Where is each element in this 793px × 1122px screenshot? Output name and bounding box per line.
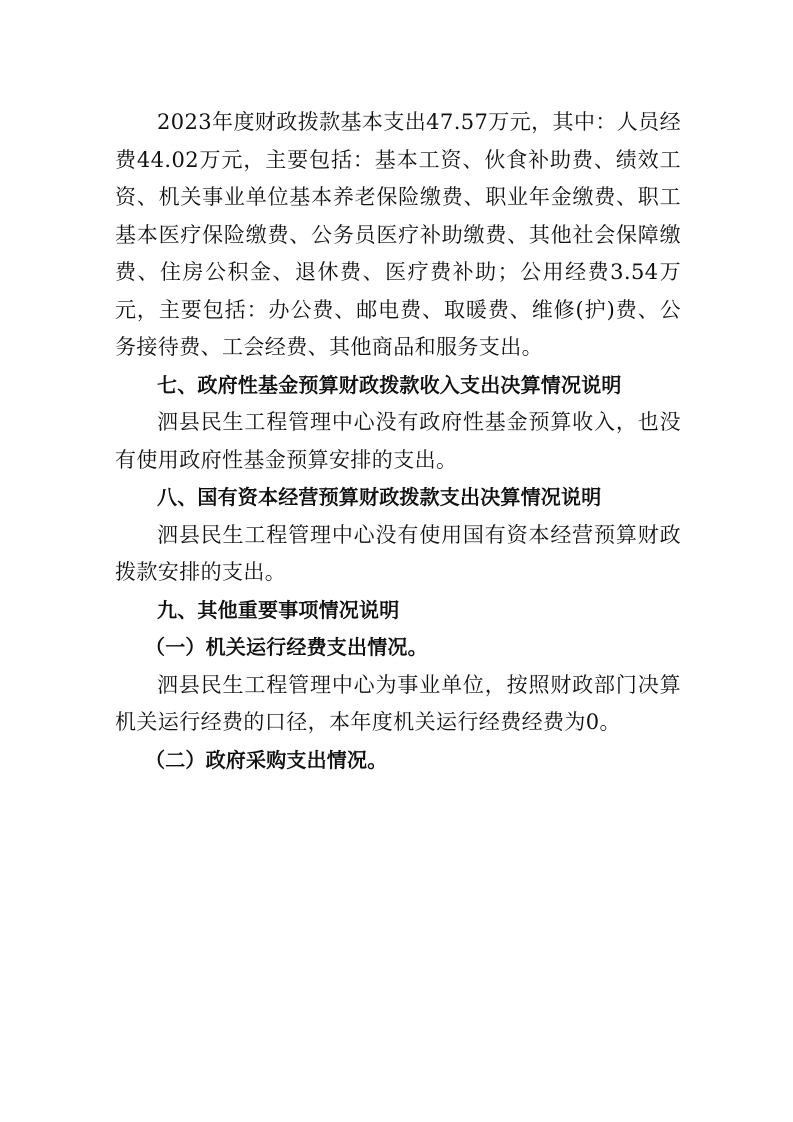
paragraph-operating-funds: 泗县民生工程管理中心为事业单位，按照财政部门决算机关运行经费的口径，本年度机关运行经费经费为0。 [115,672,681,734]
paragraph-state-capital: 泗县民生工程管理中心没有使用国有资本经营预算财政拨款安排的支出。 [115,522,681,584]
document-body [115,104,681,779]
paragraph-government-fund: 泗县民生工程管理中心没有政府性基金预算收入，也没有使用政府性基金预算安排的支出。 [115,410,681,472]
paragraph-basic-expenditure: 2023年度财政拨款基本支出47.57万元，其中：人员经费44.02万元，主要包括：基本工资、伙食补助费、绩效工资、机关事业单位基本养老保险缴费、职业年金缴费、职工基本医疗保险缴费、公务员医疗补助缴费、其他社会保障缴费、住房公积金、退休费、医疗费补助；公用经费3.54万元，主要包括：办公费、邮电费、取暖费、维修(护)费、公务接待费、工会经费、其他商品和服务支出。 [115,110,681,359]
subsection-heading-procurement: （二）政府采购支出情况。 [145,747,388,772]
section-heading-8: 八、国有资本经营预算财政拨款支出决算情况说明 [157,485,602,509]
section-heading-7: 七、政府性基金预算财政拨款收入支出决算情况说明 [157,372,622,397]
subsection-heading-operating-funds: （一）机关运行经费支出情况。 [145,635,428,659]
section-heading-9: 九、其他重要事项情况说明 [157,597,400,622]
